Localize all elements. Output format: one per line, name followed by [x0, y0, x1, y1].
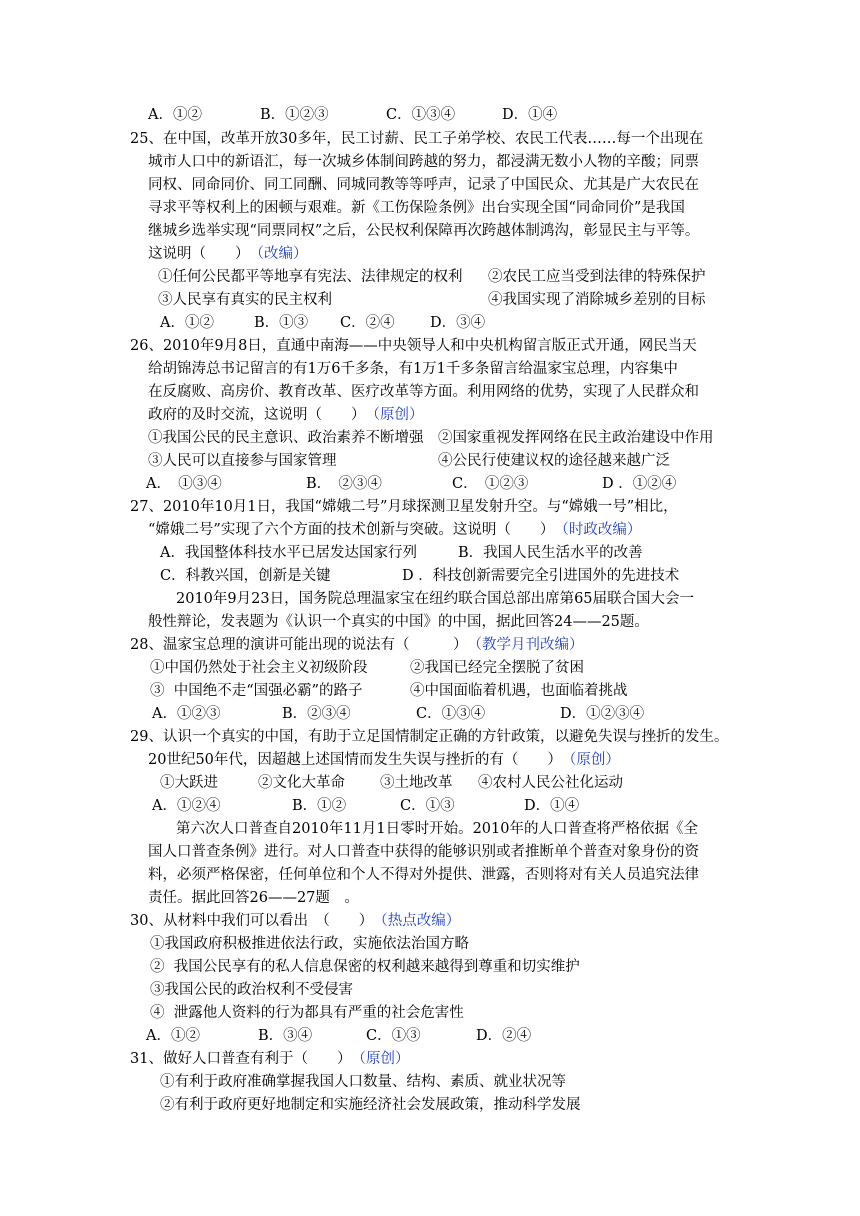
- question-stem-tail: 20世纪50年代，因超越上述国情而发生失误与挫折的有（ ）: [148, 752, 562, 768]
- question-number: 26、: [130, 338, 163, 354]
- question-text: 从材料中我们可以看出 （ ）: [162, 913, 374, 929]
- q29-statements: [160, 772, 623, 794]
- statement-4: ④农村人民公社化运动: [478, 775, 623, 791]
- option-a: A． ①③④: [146, 476, 222, 492]
- question-stem-tail: 这说明（ ）: [148, 246, 250, 262]
- statement-4: ④公民行使建议权的途径越来越广泛: [438, 453, 670, 469]
- q27-line-1: [130, 496, 678, 518]
- question-text: 2010年10月1日，我国“嫦娥二号”月球探测卫星发射升空。与“嫦娥一号”相比，: [162, 499, 678, 515]
- source-tag: （原创）: [561, 752, 620, 768]
- q25-line-4: 寻求平等权利上的困顿与艰难。新《工伤保险条例》出台实现全国“同命同价”是我国: [148, 200, 685, 216]
- question-stem-tail: “嫦娥二号”实现了六个方面的技术创新与突破。这说明（ ）: [148, 522, 555, 538]
- option-b: B．①③: [254, 315, 309, 331]
- question-number: 31、: [130, 1051, 163, 1067]
- material-2-line-4: 责任。据此回答26——27题 。: [148, 890, 359, 906]
- q25-line-2: 城市人口中的新语汇，每一次城乡体制间跨越的努力，都浸满无数小人物的辛酸；同票: [148, 154, 699, 170]
- q28-line-1: [130, 634, 583, 656]
- statement-3: ③人民可以直接参与国家管理: [148, 453, 337, 469]
- q31-statement-2: ②有利于政府更好地制定和实施经济社会发展政策，推动科学发展: [160, 1097, 581, 1113]
- statement-4: ④我国实现了消除城乡差别的目标: [488, 292, 706, 308]
- q30-statement-4: ④ 泄露他人资料的行为都具有严重的社会危害性: [150, 1005, 464, 1021]
- option-d: D．①②③④: [560, 706, 645, 722]
- question-number: 28、: [130, 637, 163, 653]
- material-1-line-1: 2010年9月23日，国务院总理温家宝在纽约联合国总部出席第65届联合国大会一: [176, 591, 695, 607]
- question-stem-tail: 政府的及时交流，这说明（ ）: [148, 407, 366, 423]
- q26-options: [146, 473, 676, 495]
- q27-options-row-1: [160, 542, 643, 564]
- option-c: C．②④: [340, 315, 395, 331]
- q26-line-1: [130, 335, 697, 357]
- statement-2: ②农民工应当受到法律的特殊保护: [488, 269, 706, 285]
- q31-line-1: [130, 1048, 409, 1070]
- q25-statements-row-2: [158, 289, 706, 311]
- q25-statements-row-1: [158, 266, 706, 288]
- option-b: B．①②③: [260, 107, 329, 123]
- source-tag: （热点改编）: [373, 913, 461, 929]
- question-number: 29、: [130, 729, 163, 745]
- q25-line-5: 继城乡选举实现“同票同权”之后，公民权利保障再次跨越体制鸿沟，彰显民主与平等。: [148, 223, 700, 239]
- material-1-line-2: 般性辩论，发表题为《认识一个真实的中国》的中国，据此回答24——25题。: [148, 614, 649, 630]
- option-b: B．②③④: [282, 706, 351, 722]
- question-number: 30、: [130, 913, 163, 929]
- option-d: D．①④: [524, 798, 580, 814]
- q25-options: [160, 312, 485, 334]
- q29-options: [152, 795, 579, 817]
- option-c: C．①③: [366, 1028, 421, 1044]
- option-b: B．③④: [258, 1028, 313, 1044]
- q28-statements-row-2: [150, 680, 628, 702]
- q30-statement-3: ③我国公民的政治权利不受侵害: [150, 982, 353, 998]
- q30-line-1: [130, 910, 460, 932]
- statement-1: ①中国仍然处于社会主义初级阶段: [150, 660, 368, 676]
- option-d: D．②④: [476, 1028, 532, 1044]
- question-text: 2010年9月8日，直通中南海——中央领导人和中央机构留言版正式开通，网民当天: [162, 338, 697, 354]
- option-a: A．①②④: [152, 798, 221, 814]
- q27-line-2: [148, 519, 641, 541]
- statement-2: ②文化大革命: [258, 775, 345, 791]
- statement-2: ②国家重视发挥网络在民主政治建设中作用: [438, 430, 714, 446]
- question-number: 27、: [130, 499, 163, 515]
- question-text: 温家宝总理的演讲可能出现的说法有（ ）: [162, 637, 468, 653]
- source-tag: （教学月刊改编）: [467, 637, 584, 653]
- option-d: D ．科技创新需要完全引进国外的先进技术: [402, 568, 680, 584]
- q26-line-3: 在反腐败、高房价、教育改革、医疗改革等方面。利用网络的优势，实现了人民群众和: [148, 384, 699, 400]
- option-a: A．我国整体科技水平已居发达国家行列: [160, 545, 417, 561]
- option-d: D ．①②④: [602, 476, 677, 492]
- q30-statement-2: ② 我国公民享有的私人信息保密的权利越来越得到尊重和切实维护: [150, 959, 580, 975]
- material-2-line-3: 料，必须严格保密，任何单位和个人不得对外提供、泄露，否则将对有关人员追究法律: [148, 867, 699, 883]
- q30-options: [146, 1025, 531, 1047]
- statement-1: ①我国公民的民主意识、政治素养不断增强: [148, 430, 424, 446]
- statement-3: ③人民享有真实的民主权利: [158, 292, 332, 308]
- q26-statements-row-2: [148, 450, 670, 472]
- source-tag: （原创）: [365, 407, 424, 423]
- option-d: D．①④: [502, 107, 558, 123]
- statement-3: ③土地改革: [380, 775, 453, 791]
- q25-line-6: [148, 243, 308, 265]
- statement-3: ③ 中国绝不走“国强必霸”的路子: [150, 683, 363, 699]
- q26-line-4: [148, 404, 424, 426]
- q31-statement-1: ①有利于政府准确掌握我国人口数量、结构、素质、就业状况等: [160, 1074, 566, 1090]
- q26-line-2: 给胡锦涛总书记留言的有1万6千多条，有1万1千多条留言给温家宝总理，内容集中: [148, 361, 678, 377]
- q29-line-1: [130, 726, 728, 748]
- q28-statements-row-1: [150, 657, 584, 679]
- statement-1: ①大跃进: [160, 775, 218, 791]
- source-tag: （改编）: [249, 246, 308, 262]
- option-a: A．①②: [160, 315, 214, 331]
- option-d: D．③④: [430, 315, 486, 331]
- q26-statements-row-1: [148, 427, 714, 449]
- source-tag: （原创）: [351, 1051, 410, 1067]
- q25-line-1: [130, 128, 703, 150]
- q30-statement-1: ①我国政府积极推进依法行政，实施依法治国方略: [150, 936, 469, 952]
- question-number: 25、: [130, 131, 163, 147]
- material-2-line-1: 第六次人口普查自2010年11月1日零时开始。2010年的人口普查将严格依据《全: [176, 821, 698, 837]
- statement-4: ④中国面临着机遇，也面临着挑战: [410, 683, 628, 699]
- top-options-row: [148, 104, 557, 126]
- option-a: A．①②: [148, 107, 202, 123]
- option-c: C．①③④: [386, 107, 456, 123]
- q25-line-3: 同权、同命同价、同工同酬、同城同教等等呼声，记录了中国民众、尤其是广大农民在: [148, 177, 699, 193]
- option-c: C．科教兴国，创新是关键: [160, 568, 331, 584]
- question-text: 认识一个真实的中国，有助于立足国情制定正确的方针政策，以避免失误与挫折的发生。: [162, 729, 729, 745]
- material-2-line-2: 国人口普查条例》进行。对人口普查中获得的能够识别或者推断单个普查对象身份的资: [148, 844, 699, 860]
- statement-1: ①任何公民都平等地享有宪法、法律规定的权利: [158, 269, 463, 285]
- option-b: B．我国人民生活水平的改善: [458, 545, 643, 561]
- option-a: A．①②③: [152, 706, 221, 722]
- q29-line-2: [148, 749, 620, 771]
- statement-2: ②我国已经完全摆脱了贫困: [410, 660, 584, 676]
- question-text: 做好人口普查有利于（ ）: [162, 1051, 352, 1067]
- source-tag: （时政改编）: [554, 522, 642, 538]
- q28-options: [152, 703, 644, 725]
- option-b: B．①②: [292, 798, 347, 814]
- option-b: B． ②③④: [306, 476, 382, 492]
- option-c: C． ①②③: [452, 476, 529, 492]
- option-c: C．①③④: [416, 706, 486, 722]
- option-a: A．①②: [146, 1028, 200, 1044]
- option-c: C．①③: [400, 798, 455, 814]
- question-text: 在中国，改革开放30多年，民工讨薪、民工子弟学校、农民工代表……每一个出现在: [162, 131, 704, 147]
- q27-options-row-2: [160, 565, 679, 587]
